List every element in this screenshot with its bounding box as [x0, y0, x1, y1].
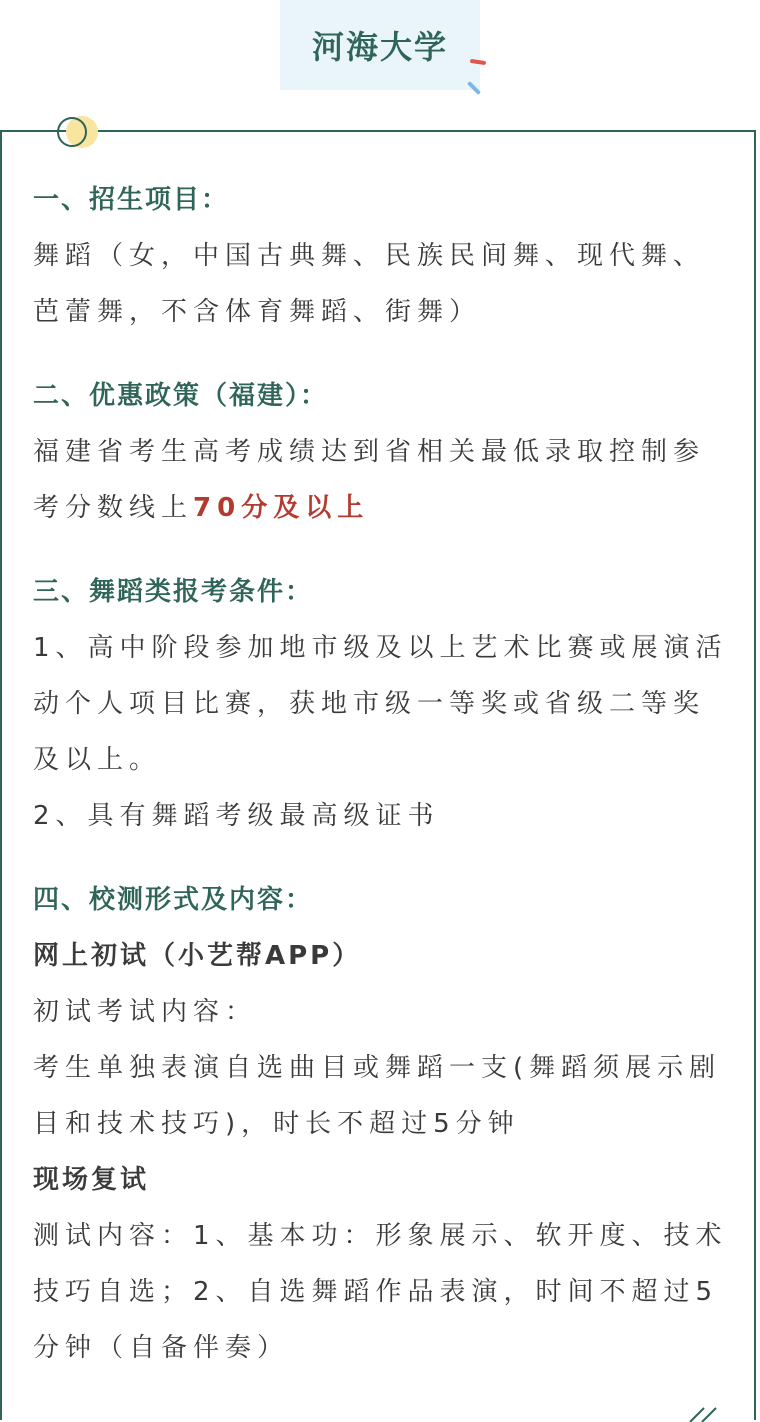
body-line: 舞蹈（女，中国古典舞、民族民间舞、现代舞、 — [33, 241, 706, 271]
slash-lines-decoration — [688, 1404, 724, 1422]
online-exam-title: 网上初试（小艺帮APP） — [33, 941, 362, 971]
highlight-score: 70分及以上 — [193, 493, 370, 523]
section-heading-conditions: 三、舞蹈类报考条件： — [33, 577, 314, 607]
body-text: 考分数线上 — [33, 493, 194, 523]
section-heading-exam: 四、校测形式及内容： — [33, 885, 314, 915]
body-line — [33, 480, 728, 536]
body-line: 技巧自选；2、自选舞蹈作品表演，时间不超过5 — [33, 1277, 719, 1307]
body-line: 2、具有舞蹈考级最高级证书 — [33, 801, 440, 831]
body-line: 芭蕾舞，不含体育舞蹈、街舞） — [33, 297, 482, 327]
body-line: 1、高中阶段参加地市级及以上艺术比赛或展演活 — [33, 633, 728, 663]
body-line: 福建省考生高考成绩达到省相关最低录取控制参 — [33, 437, 706, 467]
section-heading-enrollment: 一、招生项目： — [33, 185, 230, 215]
ring-decoration — [57, 117, 87, 147]
onsite-exam-title: 现场复试 — [33, 1165, 150, 1195]
body-line: 动个人项目比赛，获地市级一等奖或省级二等奖 — [33, 689, 706, 719]
body-line: 分钟（自备伴奏） — [33, 1333, 290, 1363]
body-line: 及以上。 — [33, 745, 162, 775]
body-line: 初试考试内容： — [33, 997, 258, 1027]
body-line: 考生单独表演自选曲目或舞蹈一支(舞蹈须展示剧 — [33, 1053, 722, 1083]
section-heading-policy: 二、优惠政策（福建）： — [33, 381, 329, 411]
page-title: 河海大学 — [311, 28, 448, 66]
article-content — [33, 172, 728, 1376]
body-line: 测试内容：1、基本功：形象展示、软开度、技术 — [33, 1221, 728, 1251]
body-line: 目和技术技巧)，时长不超过5分钟 — [33, 1109, 520, 1139]
title-banner — [280, 0, 480, 90]
